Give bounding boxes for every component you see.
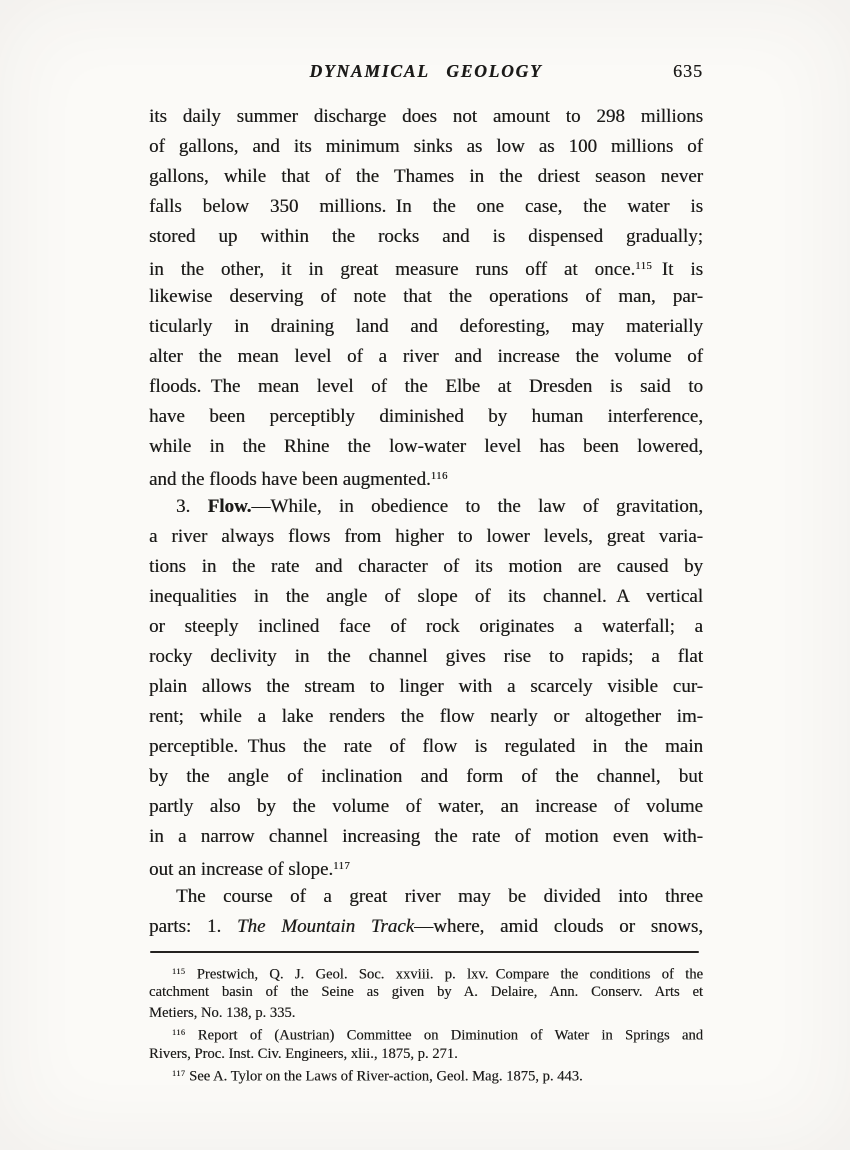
text-segment: catchment basin of the Seine as given by A. Delaire, Ann. Conserv. Arts et [149,984,703,1001]
text-segment: by the angle of inclination and form of the channel, but [149,766,703,787]
text-line [149,852,703,882]
text-segment: perceptible. Thus the rate of flow is regulated in the main [149,736,703,757]
text-segment: a river always flows from higher to lower levels, great varia- [149,526,703,547]
text-line [149,222,703,252]
text-line [149,962,703,982]
text-line [149,642,703,672]
text-line [149,552,703,582]
text-segment: tions in the rate and character of its motion are caused by [149,556,703,577]
page-number: 635 [673,61,703,81]
text-line [149,402,703,432]
text-line [149,462,703,492]
text-line [149,342,703,372]
text-segment: partly also by the volume of water, an increase of volume [149,796,703,817]
text-segment: —where, amid clouds or snows, [414,916,703,937]
text-segment: See A. Tylor on the Laws of River-action, Geol. Mag. 1875, p. 443. [185,1068,583,1085]
text-segment: inequalities in the angle of slope of its channel. A vertical [149,586,703,607]
running-head-title: DYNAMICAL GEOLOGY [309,61,543,81]
text-segment: alter the mean level of a river and increase the volume of [149,346,703,367]
text-segment: Flow. [207,496,252,517]
text-segment: floods. The mean level of the Elbe at Dresden is said to [149,376,703,397]
text-line [149,162,703,192]
text-line [149,492,703,522]
text-line [149,582,703,612]
text-segment: in the other, it in great measure runs off at once. [149,258,636,280]
text-line [149,702,703,732]
text-line [149,822,703,852]
footnote-reference: 117 [333,861,351,872]
text-line [149,522,703,552]
text-segment: falls below 350 millions. In the one case, the water is [149,196,703,217]
text-line [149,132,703,162]
footnotes-block [149,962,703,1084]
text-line [149,912,703,942]
text-line [149,312,703,342]
text-segment: plain allows the stream to linger with a scarcely visible cur- [149,676,703,697]
text-line [149,792,703,822]
text-line [149,672,703,702]
text-segment: out an increase of slope. [149,858,334,880]
text-line [149,732,703,762]
text-segment: It is [652,258,703,280]
footnote-reference: 117 [172,1068,186,1078]
text-line [149,882,703,912]
footnote-reference: 115 [635,261,653,272]
text-segment: or steeply inclined face of rock originates a waterfall; a [149,616,703,637]
footnote-separator-rule [150,951,699,953]
text-segment: while in the Rhine the low-water level has been lowered, [149,436,703,457]
text-line [149,102,703,132]
text-segment: The Mountain Track [236,916,415,937]
text-line [149,762,703,792]
text-segment: Metiers, No. 138, p. 335. [149,1004,296,1021]
text-segment: Prestwich, Q. J. Geol. Soc. xxviii. p. lxv. Compare the conditions of the [185,966,703,983]
text-segment: and the floods have been augmented. [149,468,431,490]
text-line [149,252,703,282]
text-line [149,282,703,312]
text-line [149,1044,703,1064]
text-line [149,432,703,462]
text-line [149,1064,703,1084]
text-segment: likewise deserving of note that the operations of man, par- [149,286,703,307]
text-segment: Report of (Austrian) Committee on Diminution of Water in Springs and [185,1027,703,1044]
footnote-reference: 116 [172,1028,186,1038]
text-line [149,1023,703,1043]
footnote-reference: 115 [172,967,186,976]
text-line [149,1003,703,1023]
text-segment: Rivers, Proc. Inst. Civ. Engineers, xlii., 1875, p. 271. [149,1045,458,1062]
text-line [149,612,703,642]
text-segment: parts: 1. [149,916,237,937]
text-segment: of gallons, and its minimum sinks as low as 100 millions of [149,136,703,157]
text-segment: gallons, while that of the Thames in the driest season never [149,166,703,187]
text-segment: in a narrow channel increasing the rate of motion even with- [149,826,703,847]
footnote-reference: 116 [430,471,448,482]
text-line [149,372,703,402]
page-header [149,61,703,83]
text-segment: —While, in obedience to the law of gravitation, [251,496,704,517]
text-line [149,982,703,1002]
text-segment: have been perceptibly diminished by human interference, [149,406,703,427]
text-segment: rent; while a lake renders the flow nearly or altogether im- [149,706,703,727]
text-segment: 3. [176,496,208,517]
body-text [149,102,703,942]
text-segment: rocky declivity in the channel gives rise to rapids; a flat [149,646,703,667]
text-line [149,192,703,222]
text-segment: The course of a great river may be divided into three [176,886,703,907]
text-segment: stored up within the rocks and is dispensed gradually; [149,226,703,247]
text-segment: its daily summer discharge does not amount to 298 millions [149,106,703,127]
text-segment: ticularly in draining land and deforesting, may materially [149,316,703,337]
